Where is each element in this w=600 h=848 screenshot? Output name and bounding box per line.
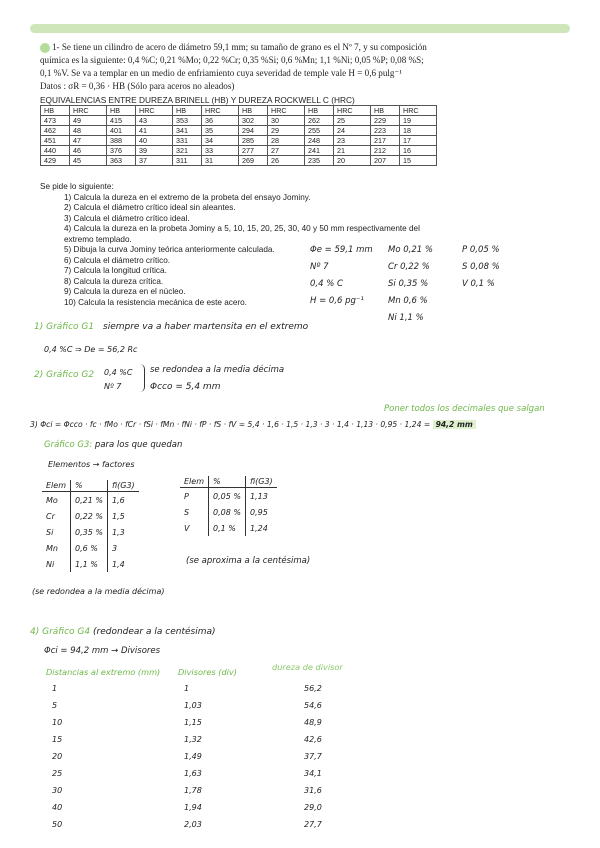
factor-cell: 0,21 %: [71, 492, 108, 509]
g4-divisor: 1,03: [184, 701, 202, 710]
equiv-header-cell: HB: [371, 106, 400, 116]
factor-row: [42, 524, 139, 540]
equiv-cell: 473: [41, 116, 70, 126]
note-v: V 0,1 %: [462, 279, 495, 289]
equiv-row: [41, 136, 437, 146]
answer-1-text: siempre va a haber martensita en el extremo: [103, 322, 309, 332]
g4-divisor: 1,32: [184, 735, 202, 744]
g4-hardness: 34,1: [304, 769, 322, 778]
equiv-header-cell: HB: [239, 106, 268, 116]
equiv-cell: 429: [41, 156, 70, 166]
answer-1: [34, 322, 308, 332]
note-grain: Nº 7: [310, 262, 329, 272]
task-item: 2) Calcula el diámetro crítico ideal sin aleantes.: [64, 203, 236, 212]
table-title: EQUIVALENCIAS ENTRE DUREZA BRINELL (HB) Y DUREZA ROCKWELL C (HRC): [40, 95, 355, 105]
equiv-header-cell: HRC: [202, 106, 239, 116]
task-item: 7) Calcula la longitud crítica.: [64, 266, 167, 275]
equiv-cell: 212: [371, 146, 400, 156]
equiv-cell: 43: [136, 116, 173, 126]
note-p: P 0,05 %: [462, 245, 500, 255]
equiv-cell: 33: [202, 146, 239, 156]
equiv-cell: 294: [239, 126, 268, 136]
factor-header-cell: fi(G3): [107, 480, 138, 492]
equiv-row: [41, 146, 437, 156]
task-item: 10) Calcula la resistencia mecánica de este acero.: [64, 297, 247, 307]
answer-3-g3: [44, 440, 182, 450]
answer-3-g3-note: para los que quedan: [94, 440, 183, 450]
equiv-cell: 207: [371, 156, 400, 166]
g4-distance: 50: [52, 820, 63, 829]
factor-cell: Ni: [42, 556, 71, 572]
factor-row: [42, 492, 139, 509]
g4-distance: 20: [52, 752, 63, 761]
answer-4-phi: Φci = 94,2 mm → Divisores: [44, 646, 161, 656]
g4-hardness: 48,9: [304, 718, 322, 727]
note-mn: Mn 0,6 %: [388, 296, 428, 306]
answer-2-note: se redondea a la media décima: [150, 365, 285, 375]
equiv-header-cell: HB: [305, 106, 334, 116]
factor-cell: 0,22 %: [71, 508, 108, 524]
factor-row: [180, 488, 277, 505]
equiv-cell: 376: [107, 146, 136, 156]
answer-2-carbon: 0,4 %C: [104, 368, 133, 377]
answer-4-col-hardness: dureza de divisor: [272, 662, 343, 672]
equiv-cell: 363: [107, 156, 136, 166]
factor-cell: 1,6: [111, 495, 125, 505]
note-severity: H = 0,6 pg⁻¹: [310, 296, 364, 306]
factor-cell: 1,4: [111, 559, 125, 569]
factor-row: [42, 556, 139, 572]
equiv-cell: 28: [268, 136, 305, 146]
statement-line-2: química es la siguiente: 0,4 %C; 0,21 %Mo; 0,22 %Cr; 0,35 %Si; 0,6 %Mn; 1,1 %Ni; 0,05 %P; 0,08 %S;: [40, 55, 424, 65]
factor-header-cell: %: [209, 476, 246, 488]
equiv-cell: 15: [400, 156, 437, 166]
answer-2-brace: [140, 364, 145, 392]
equiv-cell: 24: [334, 126, 371, 136]
g4-divisor: 2,03: [184, 820, 202, 829]
notes-col-3: [462, 242, 500, 293]
note-carbon: 0,4 % C: [310, 279, 343, 289]
g4-distance: 10: [52, 718, 63, 727]
g4-hardness: 37,7: [304, 752, 322, 761]
factor-cell: 3: [111, 543, 118, 553]
equiv-header-cell: HB: [107, 106, 136, 116]
equiv-cell: 388: [107, 136, 136, 146]
equiv-cell: 401: [107, 126, 136, 136]
factor-header-row: [180, 476, 277, 488]
equiv-header-cell: HB: [173, 106, 202, 116]
g4-divisor: 1,15: [184, 718, 202, 727]
statement-line-4: Datos : σR = 0,36 · HB (Sólo para aceros no aleados): [40, 81, 235, 91]
equiv-cell: 235: [305, 156, 334, 166]
task-item: 4) Calcula la dureza en la probeta Jominy a 5, 10, 15, 20, 25, 30, 40 y 50 mm respectivamente del: [64, 224, 420, 233]
equiv-header-cell: HRC: [70, 106, 107, 116]
equiv-cell: 20: [334, 156, 371, 166]
g4-distance: 15: [52, 735, 63, 744]
equiv-cell: 353: [173, 116, 202, 126]
equiv-cell: 19: [400, 116, 437, 126]
factor-row: [180, 520, 277, 536]
factor-cell: 0,95: [249, 507, 268, 517]
factor-left-note: (se redondea a la media décima): [32, 587, 165, 596]
equiv-cell: 27: [268, 146, 305, 156]
equiv-cell: 223: [371, 126, 400, 136]
equiv-cell: 34: [202, 136, 239, 146]
equiv-cell: 29: [268, 126, 305, 136]
factor-header-cell: fi(G3): [245, 476, 276, 488]
answer-4-col-divisor: Divisores (div): [178, 667, 237, 677]
note-ni: Ni 1,1 %: [388, 313, 424, 323]
g4-divisor: 1,49: [184, 752, 202, 761]
g4-divisor: 1,63: [184, 769, 202, 778]
equiv-cell: 217: [371, 136, 400, 146]
factor-cell: 0,35 %: [71, 524, 108, 540]
g4-hardness: 56,2: [304, 684, 322, 693]
factor-cell: Mn: [42, 540, 71, 556]
equiv-cell: 415: [107, 116, 136, 126]
formula-text: 3) Φci = Φcco · fc · fMo · fCr · fSi · fMn · fNi · fP · fS · fV = 5,4 · 1,6 · 1,5 · 1,3 · 3 · 1,4 · 1,13 · 0,95 · 1,24 =: [30, 420, 431, 429]
answer-1-result: 0,4 %C ⇒ De = 56,2 Rc: [44, 345, 138, 354]
factor-cell: 1,1 %: [71, 556, 108, 572]
note-s: S 0,08 %: [462, 262, 500, 272]
equiv-header-cell: HRC: [268, 106, 305, 116]
equiv-cell: 35: [202, 126, 239, 136]
equiv-cell: 269: [239, 156, 268, 166]
factor-header-cell: %: [71, 480, 108, 492]
problem-statement: [40, 41, 560, 93]
task-item: 3) Calcula el diámetro crítico ideal.: [64, 213, 190, 223]
equiv-cell: 25: [334, 116, 371, 126]
equiv-cell: 462: [41, 126, 70, 136]
answer-4-label-note: (redondear a la centésima): [93, 627, 216, 637]
problem-number-badge: [40, 43, 50, 53]
answer-3-g3-label: Gráfico G3:: [44, 440, 93, 450]
answer-3-formula: [30, 420, 476, 429]
factor-row: [42, 540, 139, 556]
g4-hardness: 54,6: [304, 701, 322, 710]
equiv-cell: 37: [136, 156, 173, 166]
equiv-cell: 41: [136, 126, 173, 136]
equivalence-table-header: [41, 106, 437, 116]
equiv-cell: 16: [400, 146, 437, 156]
answer-4-col-distance: Distancias al extremo (mm): [46, 667, 161, 677]
g4-divisor: 1,94: [184, 803, 202, 812]
equiv-cell: 18: [400, 126, 437, 136]
top-highlight-bar: [30, 24, 570, 33]
equiv-cell: 36: [202, 116, 239, 126]
answer-4-header: [30, 627, 216, 637]
answer-4-label: 4) Gráfico G4: [30, 627, 91, 637]
factor-cell: 0,05 %: [209, 488, 246, 505]
g4-distance: 30: [52, 786, 63, 795]
factor-cell: S: [180, 504, 209, 520]
factor-cell: Cr: [42, 508, 71, 524]
equiv-cell: 311: [173, 156, 202, 166]
factor-cell: 1,5: [111, 511, 125, 521]
answer-3-elem-title: Elementos → factores: [48, 460, 135, 469]
equiv-cell: 31: [202, 156, 239, 166]
statement-line-1: 1- Se tiene un cilindro de acero de diámetro 59,1 mm; su tamaño de grano es el Nº 7, y su composición: [52, 42, 427, 52]
g4-divisor: 1: [184, 684, 190, 693]
g4-hardness: 27,7: [304, 820, 322, 829]
equiv-row: [41, 116, 437, 126]
note-si: Si 0,35 %: [388, 279, 429, 289]
factor-cell: 1,3: [111, 527, 125, 537]
statement-line-3: 0,1 %V. Se va a templar en un medio de enfriamiento cuya severidad de temple vale H = 0,6 pulg⁻¹: [40, 68, 402, 78]
equiv-cell: 321: [173, 146, 202, 156]
equiv-cell: 47: [70, 136, 107, 146]
answer-1-label: 1) Gráfico G1: [34, 322, 95, 332]
factor-cell: Mo: [42, 492, 71, 509]
factor-cell: P: [180, 488, 209, 505]
g4-distance: 25: [52, 769, 63, 778]
factor-header-cell: Elem: [42, 480, 71, 492]
factor-right-note: (se aproxima a la centésima): [186, 556, 311, 566]
equiv-cell: 341: [173, 126, 202, 136]
answer-3-note: Poner todos los decimales que salgan: [384, 404, 545, 414]
equiv-cell: 229: [371, 116, 400, 126]
equiv-header-cell: HB: [41, 106, 70, 116]
factor-row: [42, 508, 139, 524]
equiv-cell: 440: [41, 146, 70, 156]
equiv-cell: 21: [334, 146, 371, 156]
equiv-cell: 46: [70, 146, 107, 156]
factor-cell: 1,13: [249, 491, 268, 501]
equiv-cell: 23: [334, 136, 371, 146]
equiv-cell: 262: [305, 116, 334, 126]
notes-col-1: [310, 242, 373, 310]
g4-hardness: 31,6: [304, 786, 322, 795]
equiv-cell: 45: [70, 156, 107, 166]
equiv-cell: 48: [70, 126, 107, 136]
factor-cell: 1,24: [249, 523, 268, 533]
equiv-cell: 302: [239, 116, 268, 126]
equiv-cell: 17: [400, 136, 437, 146]
factor-cell: Si: [42, 524, 71, 540]
factor-row: [180, 504, 277, 520]
note-mo: Mo 0,21 %: [388, 245, 433, 255]
equiv-header-cell: HRC: [334, 106, 371, 116]
equiv-cell: 285: [239, 136, 268, 146]
note-diameter: Φe = 59,1 mm: [310, 245, 373, 255]
factor-table-right: [180, 476, 277, 536]
equiv-row: [41, 156, 437, 166]
answer-2-result: Φcco = 5,4 mm: [150, 382, 221, 392]
answer-2-grain: Nº 7: [104, 382, 122, 391]
equiv-header-cell: HRC: [400, 106, 437, 116]
task-item: 1) Calcula la dureza en el extremo de la probeta del ensayo Jominy.: [64, 192, 311, 202]
task-item: 6) Calcula el diámetro crítico.: [64, 255, 171, 265]
factor-header-row: [42, 480, 139, 492]
g4-distance: 1: [52, 684, 58, 693]
g4-distance: 40: [52, 803, 63, 812]
task-item: 9) Calcula la dureza en el núcleo.: [64, 287, 186, 296]
task-item: 8) Calcula la dureza crítica.: [64, 276, 164, 286]
answer-3-result: 94,2 mm: [433, 420, 476, 429]
equiv-cell: 49: [70, 116, 107, 126]
factor-cell: 0,08 %: [209, 504, 246, 520]
factor-table-left: [42, 480, 139, 572]
equiv-cell: 331: [173, 136, 202, 146]
g4-divisor: 1,78: [184, 786, 202, 795]
tasks-intro: Se pide lo siguiente:: [40, 182, 114, 191]
equiv-cell: 248: [305, 136, 334, 146]
equiv-cell: 451: [41, 136, 70, 146]
answer-2-inputs: [104, 366, 132, 394]
g4-hardness: 29,0: [304, 803, 322, 812]
equiv-cell: 30: [268, 116, 305, 126]
equiv-cell: 39: [136, 146, 173, 156]
answer-2-label: 2) Gráfico G2: [34, 370, 95, 380]
task-item: 5) Dibuja la curva Jominy teórica anteriormente calculada.: [64, 245, 275, 254]
equiv-cell: 255: [305, 126, 334, 136]
equiv-cell: 40: [136, 136, 173, 146]
factor-cell: 0,6 %: [71, 540, 108, 556]
factor-cell: V: [180, 520, 209, 536]
g4-distance: 5: [52, 701, 58, 710]
notes-col-2: [388, 242, 433, 327]
equiv-cell: 241: [305, 146, 334, 156]
task-item: extremo templado.: [64, 234, 132, 244]
equiv-row: [41, 126, 437, 136]
equiv-cell: 26: [268, 156, 305, 166]
note-cr: Cr 0,22 %: [388, 262, 430, 272]
factor-header-cell: Elem: [180, 476, 209, 488]
equiv-cell: 277: [239, 146, 268, 156]
equiv-header-cell: HRC: [136, 106, 173, 116]
g4-hardness: 42,6: [304, 735, 322, 744]
equivalence-table: [40, 105, 437, 166]
factor-cell: 0,1 %: [209, 520, 246, 536]
